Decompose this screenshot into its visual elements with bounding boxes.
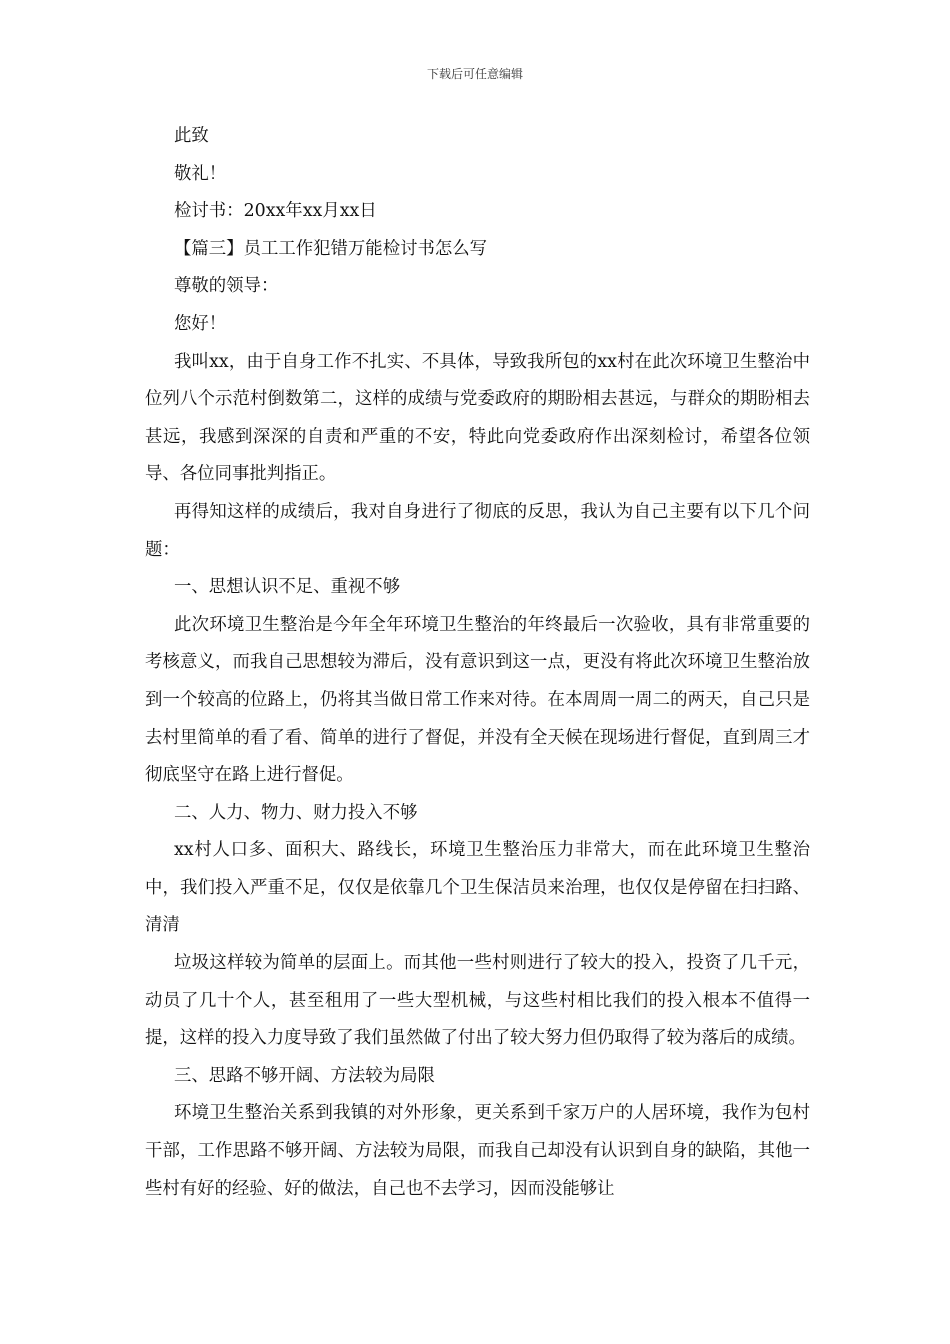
page-header-note: 下载后可任意编辑 [426,67,523,81]
heading-point-2: 二、人力、物力、财力投入不够 [174,802,418,823]
document-body [145,118,810,1208]
paragraph-greeting: 您好！ [174,313,227,334]
paragraph-point-2b: 垃圾这样较为简单的层面上。而其他一些村则进行了较大的投入，投资了几千元，动员了几十个人，甚至租用了一些大型机械，与这些村相比我们的投入根本不值得一提，这样的投入力度导致了我们虽然做了付出了较大努力但仍取得了较为落后的成绩。 [145,953,810,1049]
paragraph-point-1: 此次环境卫生整治是今年全年环境卫生整治的年终最后一次验收，具有非常重要的考核意义，而我自己思想较为滞后，没有意识到这一点，更没有将此次环境卫生整治放到一个较高的位路上，仍将其当做日常工作来对待。在本周周一周二的两天，自己只是去村里简单的看了看、简单的进行了督促，并没有全天候在现场进行督促，直到周三才彻底坚守在路上进行督促。 [145,614,810,786]
paragraph-point-3: 环境卫生整治关系到我镇的对外形象，更关系到千家万户的人居环境，我作为包村干部，工作思路不够开阔、方法较为局限，而我自己却没有认识到自身的缺陷，其他一些村有好的经验、好的做法，自己也不去学习，因而没能够让 [145,1103,810,1199]
section-title: 【篇三】员工工作犯错万能检讨书怎么写 [174,238,488,259]
paragraph-salutation: 尊敬的领导： [174,276,279,297]
paragraph-closing-1: 此致 [174,126,209,146]
paragraph-intro: 我叫xx，由于自身工作不扎实、不具体，导致我所包的xx村在此次环境卫生整治中位列八个示范村倒数第二，这样的成绩与党委政府的期盼相去甚远，与群众的期盼相去甚远，我感到深深的自责和严重的不安，特此向党委政府作出深刻检讨，希望各位领导、各位同事批判指正。 [145,351,810,485]
paragraph-closing-2: 敬礼！ [174,163,227,184]
heading-point-1: 一、思想认识不足、重视不够 [174,577,401,598]
heading-point-3: 三、思路不够开阔、方法较为局限 [174,1065,435,1086]
paragraph-signature-date: 检讨书：20xx年xx月xx日 [174,201,377,222]
paragraph-point-2a: xx村人口多、面积大、路线长，环境卫生整治压力非常大，而在此环境卫生整治中，我们投入严重不足，仅仅是依靠几个卫生保洁员来治理，也仅仅是停留在扫扫路、清清 [145,840,810,936]
paragraph-reflection: 再得知这样的成绩后，我对自身进行了彻底的反思，我认为自己主要有以下几个问题： [145,501,810,560]
